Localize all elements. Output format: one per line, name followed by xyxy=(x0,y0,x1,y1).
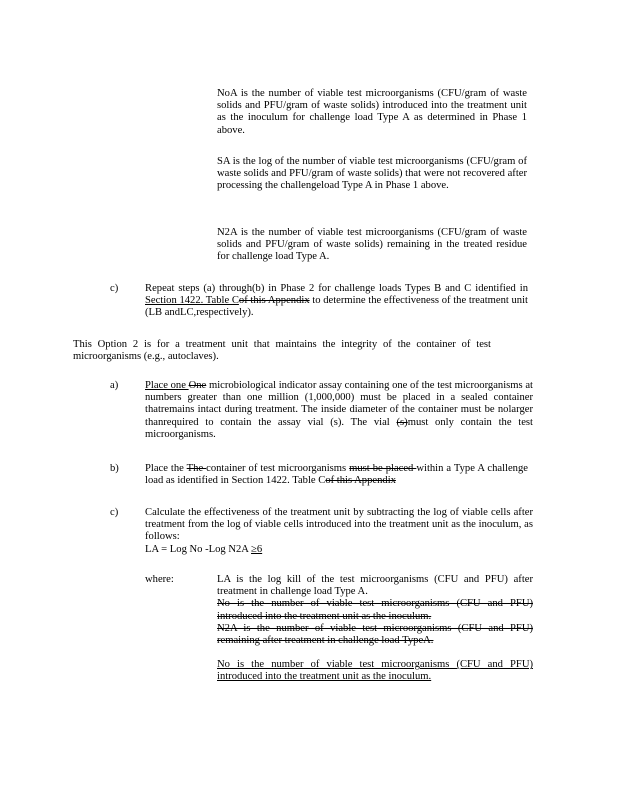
item-c-calc-label: c) xyxy=(110,507,119,518)
inserted-definition-no: No is the number of viable test microorganisms (CFU and PFU) introduced into the treatment unit as the inoculum. xyxy=(217,659,533,683)
item-c-calculate: Calculate the effectiveness of the treatment unit by subtracting the log of viable cells after treatment from the log of viable cells introduced into the treatment unit as the inoculum, as follows: LA = Log No -Log N2A ≥6 xyxy=(145,507,533,555)
deleted-text: (s) xyxy=(396,416,408,428)
definition-noa: NoA is the number of viable test microorganisms (CFU/gram of waste solids and PFU/gram of waste solids) introduced into the treatment unit as the inoculum for challenge load Type A as determined in Phase 1 above. xyxy=(217,88,527,136)
deleted-text: must be placed xyxy=(349,463,417,474)
item-c-label: c) xyxy=(110,283,119,294)
item-b-label: b) xyxy=(110,463,119,474)
deleted-definition-no: No is the number of viable test microorganisms (CFU and PFU) introduced into the treatment unit as the inoculum. xyxy=(217,598,533,622)
option-2-intro: This Option 2 is for a treatment unit that maintains the integrity of the container of test microorganisms (e.g., autoclaves). xyxy=(73,339,491,363)
item-c-repeat: Repeat steps (a) through(b) in Phase 2 for challenge loads Types B and C identified in Section 1422. Table Cof this Appendix to determine the effectiveness of the treatment unit (LB andLC,respectively). xyxy=(145,283,528,319)
deleted-text: The xyxy=(186,463,207,474)
definition-la: LA is the log kill of the test microorganisms (CFU and PFU) after treatment in challenge load Type A. xyxy=(217,574,533,598)
where-label: where: xyxy=(145,574,174,585)
item-a-text: Place one One microbiological indicator assay containing one of the test microorganisms at numbers greater than one million (1,000,000) must be placed in a sealed container thatremains intact during treatment. The inside diameter of the container must be nolarger thanrequired to contain the assay vial (s). The vial (s)must only contain the test microorganisms. xyxy=(145,380,533,440)
inserted-text: Place one xyxy=(145,380,189,391)
formula: LA = Log No -Log N2A ≥6 xyxy=(145,543,263,555)
deleted-text: of this Appendix xyxy=(325,475,396,487)
deleted-definition-n2a: N2A is the number of viable test microorganisms (CFU and PFU) remaining after treatment in challenge load TypeA. xyxy=(217,622,533,647)
definition-n2a: N2A is the number of viable test microorganisms (CFU/gram of waste solids and PFU/gram of waste solids) remaining in the treated residue for challenge load Type A. xyxy=(217,227,527,263)
where-definitions xyxy=(217,574,533,684)
deleted-text: One xyxy=(188,380,207,391)
item-b-text: Place the The container of test microorganisms must be placed within a Type A challenge load as identified in Section 1422. Table Cof this Appendix xyxy=(145,463,528,487)
item-a-label: a) xyxy=(110,380,119,391)
section-reference: Section 1422. Table C xyxy=(145,295,239,307)
definition-sa: SA is the log of the number of viable test microorganisms (CFU/gram of waste solids and PFU/gram of waste solids) that were not recovered after processing the challengeload Type A in Phase 1 above. xyxy=(217,156,527,192)
deleted-text: of this Appendix xyxy=(238,295,310,307)
